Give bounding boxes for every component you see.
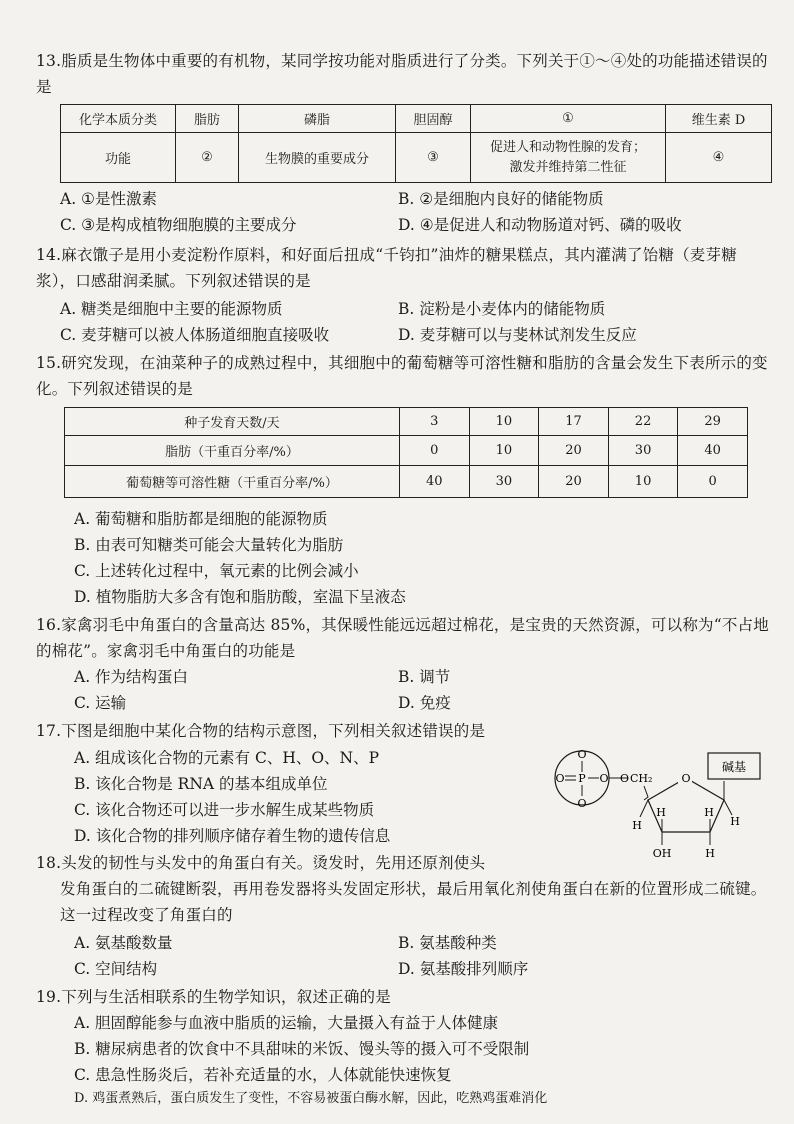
base-label: 碱基: [721, 760, 747, 774]
table-cell: 40: [678, 436, 748, 466]
table-cell: ③: [396, 133, 471, 183]
q18-option-c: C. 空间结构: [74, 960, 158, 978]
q16-option-c: C. 运输: [74, 694, 127, 712]
table-cell: [471, 133, 666, 183]
table-cell: 磷脂: [239, 105, 396, 133]
atom-h: H: [705, 847, 715, 860]
table-cell: 0: [400, 436, 470, 466]
q16-option-d: D. 免疫: [398, 694, 451, 712]
table-cell: ①: [471, 105, 666, 133]
cell-line: 促进人和动物性腺的发育；: [489, 139, 646, 155]
ch2-label: CH₂: [630, 772, 653, 785]
lipid-classification-table: [60, 104, 772, 183]
table-cell: 生物膜的重要成分: [239, 133, 396, 183]
atom-h: H: [632, 819, 642, 832]
table-cell: 29: [678, 408, 748, 436]
table-cell: ②: [176, 133, 239, 183]
table-cell: 脂肪: [176, 105, 239, 133]
q14-option-a: A. 糖类是细胞中主要的能源物质: [60, 300, 283, 318]
ring-oxygen: O: [681, 772, 691, 785]
q18-option-b: B. 氨基酸种类: [398, 934, 497, 952]
bond-line: [640, 800, 648, 817]
atom-p: P: [578, 772, 586, 785]
table-cell: 0: [678, 466, 748, 498]
q13-option-c: C. ③是构成植物细胞膜的主要成分: [60, 216, 297, 234]
table-cell: 维生素 D: [666, 105, 772, 133]
q19-option-d: D. 鸡蛋煮熟后，蛋白质发生了变性，不容易被蛋白酶水解，因此，吃熟鸡蛋难消化: [74, 1091, 548, 1106]
table-cell: 30: [469, 466, 539, 498]
question-14-stem: 14.麻衣馓子是用小麦淀粉作原料，和好面后扭成“千钧扣”油炸的糖果糕点，其内灌满了饴糖（麦芽糖浆），口感甜润柔腻。下列叙述错误的是: [36, 246, 737, 290]
q17-option-b: B. 该化合物是 RNA 的基本组成单位: [74, 775, 328, 793]
atom-h: H: [730, 815, 740, 828]
atom-o-top: O: [577, 748, 587, 761]
table-cell: 功能: [61, 133, 176, 183]
cell-line: 激发并维持第二性征: [509, 159, 627, 175]
question-15-stem: 15.研究发现，在油菜种子的成熟过程中，其细胞中的葡萄糖等可溶性糖和脂肪的含量会发生下表所示的变化。下列叙述错误的是: [36, 354, 768, 398]
question-16-stem: 16.家禽羽毛中角蛋白的含量高达 85%，其保暖性能远远超过棉花，是宝贵的天然资源，可以称为“不占地的棉花”。家禽羽毛中角蛋白的功能是: [36, 616, 769, 660]
table-cell: 17: [539, 408, 609, 436]
q19-option-a: A. 胆固醇能参与血液中脂质的运输，大量摄入有益于人体健康: [74, 1014, 499, 1032]
q15-option-d: D. 植物脂肪大多含有饱和脂肪酸，室温下呈液态: [74, 588, 406, 606]
table-cell: 20: [539, 466, 609, 498]
question-18-line2: 发角蛋白的二硫键断裂，再用卷发器将头发固定形状，最后用氧化剂使角蛋白在新的位置形成二硫键。这一过程改变了角蛋白的: [60, 880, 767, 924]
q17-option-a: A. 组成该化合物的元素有 C、H、O、N、P: [74, 749, 380, 767]
q18-option-a: A. 氨基酸数量: [74, 934, 173, 952]
question-13-stem: 13.脂质是生物体中重要的有机物，某同学按功能对脂质进行了分类。下列关于①～④处的功能描述错误的是: [36, 52, 768, 96]
table-cell: 3: [400, 408, 470, 436]
q13-option-d: D. ④是促进人和动物肠道对钙、磷的吸收: [398, 216, 682, 234]
table-cell: 10: [469, 408, 539, 436]
q17-option-d: D. 该化合物的排列顺序储存着生物的遗传信息: [74, 827, 391, 845]
q14-option-b: B. 淀粉是小麦体内的储能物质: [398, 300, 606, 318]
q13-option-a: A. ①是性激素: [60, 190, 157, 208]
table-cell: 化学本质分类: [61, 105, 176, 133]
atom-o-right: O: [599, 772, 609, 785]
table-cell: ④: [666, 133, 772, 183]
table-cell: 20: [539, 436, 609, 466]
atom-o-link: O: [620, 772, 630, 785]
bond-line: [644, 786, 648, 800]
table-cell: 种子发育天数/天: [65, 408, 400, 436]
q16-option-b: B. 调节: [398, 668, 451, 686]
q15-option-c: C. 上述转化过程中，氧元素的比例会减小: [74, 562, 359, 580]
atom-h: H: [704, 806, 714, 819]
table-cell: 葡萄糖等可溶性糖（干重百分率/%）: [65, 466, 400, 498]
q16-option-a: A. 作为结构蛋白: [74, 668, 189, 686]
q15-option-b: B. 由表可知糖类可能会大量转化为脂肪: [74, 536, 344, 554]
table-cell: 40: [400, 466, 470, 498]
q14-option-c: C. 麦芽糖可以被人体肠道细胞直接吸收: [60, 326, 330, 344]
question-18-line1: 18.头发的韧性与头发中的角蛋白有关。烫发时，先用还原剂使头: [36, 854, 486, 872]
q19-option-b: B. 糖尿病患者的饮食中不具甜味的米饭、馒头等的摄入可不受限制: [74, 1040, 530, 1058]
q19-option-c: C. 患急性肠炎后，若补充适量的水，人体就能快速恢复: [74, 1066, 452, 1084]
question-17-stem: 17.下图是细胞中某化合物的结构示意图，下列相关叙述错误的是: [36, 722, 486, 740]
q18-option-d: D. 氨基酸排列顺序: [398, 960, 529, 978]
table-cell: 10: [608, 466, 678, 498]
atom-oh: OH: [652, 847, 672, 860]
table-cell: 胆固醇: [396, 105, 471, 133]
table-cell: 脂肪（干重百分率/%）: [65, 436, 400, 466]
ribose-ring: [648, 778, 724, 832]
table-cell: 10: [469, 436, 539, 466]
seed-development-table: [64, 407, 748, 498]
question-19-stem: 19.下列与生活相联系的生物学知识，叙述正确的是: [36, 988, 391, 1006]
table-cell: 22: [608, 408, 678, 436]
atom-o-left: O: [555, 772, 565, 785]
atom-h: H: [656, 806, 666, 819]
q17-option-c: C. 该化合物还可以进一步水解生成某些物质: [74, 801, 375, 819]
q15-option-a: A. 葡萄糖和脂肪都是细胞的能源物质: [74, 510, 328, 528]
q14-option-d: D. 麦芽糖可以与斐林试剂发生反应: [398, 326, 637, 344]
atom-o-bottom: O: [577, 797, 587, 810]
table-cell: 30: [608, 436, 678, 466]
bond-line: [724, 800, 732, 815]
nucleotide-structure-diagram: [548, 745, 774, 867]
q13-option-b: B. ②是细胞内良好的储能物质: [398, 190, 604, 208]
